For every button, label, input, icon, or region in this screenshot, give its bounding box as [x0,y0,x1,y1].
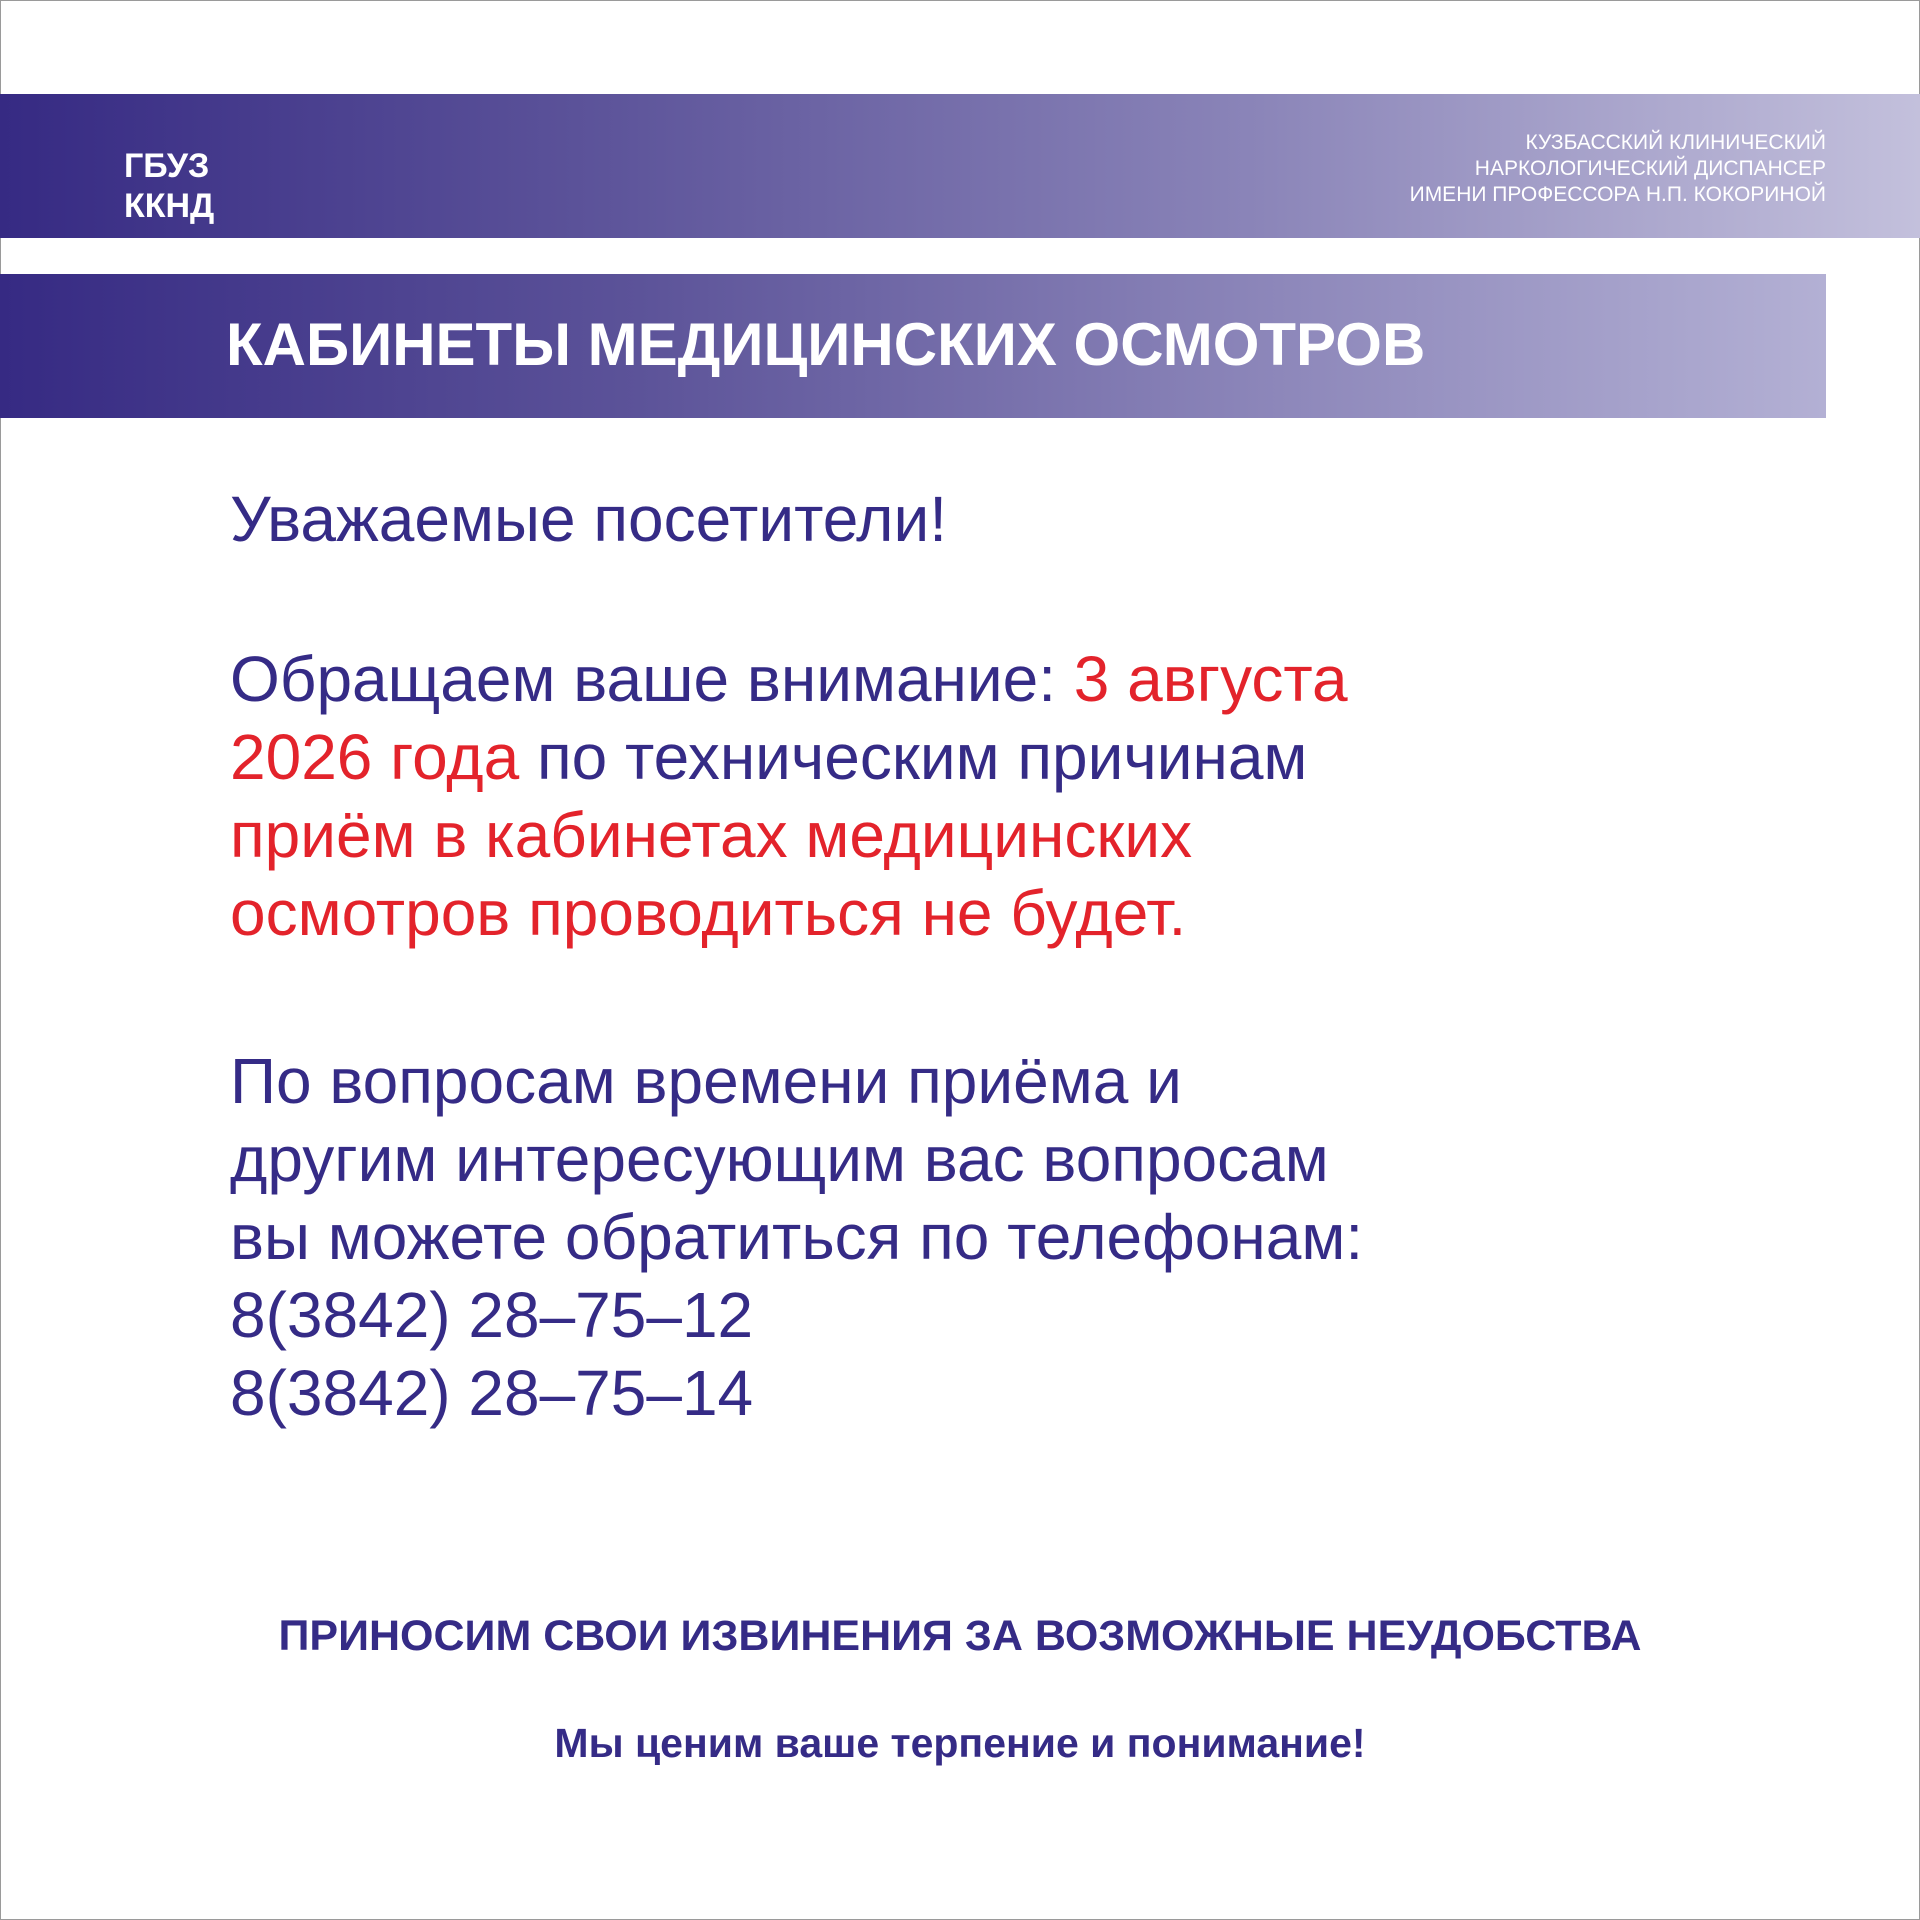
notice-paragraph [230,640,1348,952]
notice-date-part-1: 3 августа [1073,643,1348,715]
org-full-name [1410,130,1826,208]
contact-line-2: другим интересующим вас вопросам [230,1123,1329,1195]
thanks-text: Мы ценим ваше терпение и понимание! [554,1720,1366,1766]
greeting: Уважаемые посетители! [230,483,948,555]
notice-line-2 [230,718,1348,796]
notice-closure-line-1: приём в кабинетах медицинских [230,799,1193,871]
phone-number-1: 8(3842) 28–75–12 [230,1279,754,1351]
contact-line-3: вы можете обратиться по телефонам: [230,1201,1364,1273]
apology-text: ПРИНОСИМ СВОИ ИЗВИНЕНИЯ ЗА ВОЗМОЖНЫЕ НЕУДОБСТВА [278,1612,1642,1660]
org-abbr-line-2: ККНД [124,187,215,225]
org-full-line-2: НАРКОЛОГИЧЕСКИЙ ДИСПАНСЕР [1474,157,1826,180]
org-full-line-1: КУЗБАССКИЙ КЛИНИЧЕСКИЙ [1525,131,1826,154]
notice-date-part-2: 2026 года [230,721,520,793]
contact-line-1: По вопросам времени приёма и [230,1045,1182,1117]
org-full-line-3: ИМЕНИ ПРОФЕССОРА Н.П. КОКОРИНОЙ [1409,183,1826,206]
page-title: КАБИНЕТЫ МЕДИЦИНСКИХ ОСМОТРОВ [226,311,1426,378]
notice-line-1 [230,640,1348,718]
phone-number-2: 8(3842) 28–75–14 [230,1357,754,1429]
org-abbreviation [124,146,214,226]
notice-closure-line-2: осмотров проводиться не будет. [230,877,1187,949]
org-abbr-line-1: ГБУЗ [124,147,210,185]
contact-paragraph [230,1042,1363,1432]
notice-lead: Обращаем ваше внимание: [230,643,1074,715]
notice-middle: по техническим причинам [519,721,1308,793]
